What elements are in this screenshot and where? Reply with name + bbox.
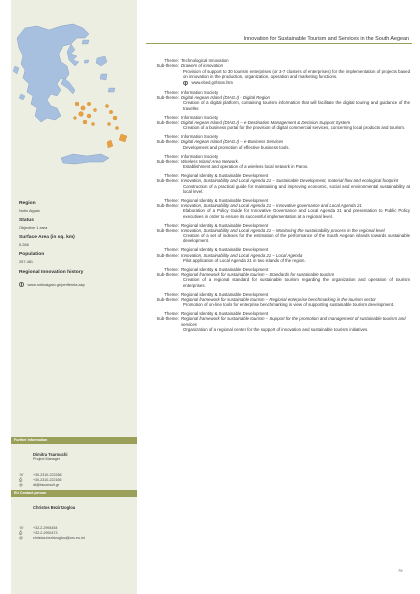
region-label: Region (19, 201, 36, 206)
theme-value: Regional Identity & Sustainable Development (181, 197, 269, 203)
description: Creation of a regional standard for sustainable tourism regarding the organization and operation of tourism enterprises. (183, 277, 410, 288)
eu-contact-band (11, 490, 137, 497)
further-info-band-label: Further information (14, 438, 48, 442)
theme-label: Theme: (164, 134, 179, 140)
status-label: Status (19, 218, 34, 223)
crete-shape (61, 154, 109, 164)
thasos-shape (82, 40, 89, 44)
theme-value: Information Society (181, 134, 219, 140)
subtheme-value: Innovation, Sustainability and Local Agenda 21 – Monitoring the sustainability process in the regional level (181, 227, 385, 233)
status-value: Objective 1 area (19, 225, 48, 230)
theme-value: Regional Identity & Sustainable Development (181, 222, 269, 228)
contact-fax[interactable]: +30-2310-222165 (33, 478, 62, 482)
theme-label: Theme: (164, 311, 179, 317)
eu-contact-email[interactable]: christos.bezirtzoglou@cec.eu.int (33, 536, 85, 540)
eu-contact-name-block (33, 505, 133, 510)
theme-value: Regional Identity & Sustainable Development (181, 266, 269, 272)
surface-block (19, 235, 133, 247)
entry-2 (140, 90, 410, 111)
subtheme-label: Sub-theme: (156, 203, 179, 209)
desc-line (140, 164, 410, 169)
theme-label: Theme: (164, 222, 179, 228)
further-info-contact (33, 452, 133, 462)
samos-shape (108, 88, 115, 92)
subtheme-label: Sub-theme: (156, 95, 179, 101)
theme-value: Regional Identity & Sustainable Development (181, 173, 269, 179)
description: Provision of support to 30 tourism enterprises (or 3-7 clusters of enterprises) for the implementation of projects based on innovation in the production, organization, operation and marketing functions. (183, 68, 410, 79)
entry-12 (140, 311, 410, 332)
theme-value: Information Society (181, 89, 219, 95)
eu-contact-details (19, 526, 133, 541)
subtheme-value: Digital Aegean Island (DIAG.I) – e-Destination Management & Decision Support System (181, 119, 351, 125)
contact-email[interactable]: dt@bsconsult.gr (33, 483, 60, 487)
eu-contact-fax[interactable]: +32-2-2992473 (33, 531, 58, 535)
region-value: Notio Aigaio (19, 208, 40, 213)
population-block (19, 252, 133, 264)
cyclades-highlight (74, 102, 97, 126)
desc-line (140, 208, 410, 219)
fax-icon: ⎙ (19, 478, 23, 482)
description: Construction of a practical guide for maintaining and improving economic, social and environmental sustainability at local level. (183, 183, 410, 194)
entry-url[interactable]: www.ebed.gr/tstos.htm (191, 80, 233, 86)
corfu-shape (13, 66, 19, 74)
theme-label: Theme: (164, 247, 179, 253)
description: Development and promotion of effective business tools. (183, 144, 290, 150)
eu-contact-phone[interactable]: +32-2-2994454 (33, 526, 58, 530)
eu-contact-name: Christos Bezirtzoglou (33, 505, 76, 510)
surface-label: Surface Area (in sq. km) (19, 235, 75, 240)
theme-label: Theme: (164, 153, 179, 159)
desc-line (140, 258, 410, 263)
entry-7 (140, 198, 410, 219)
history-url-row[interactable] (19, 282, 133, 287)
contact-role: Project Manager (33, 457, 61, 461)
entry-4 (140, 134, 410, 150)
subtheme-label: Sub-theme: (156, 158, 179, 164)
theme-value: Regional Identity & Sustainable Development (181, 311, 269, 317)
page-number: 79 (398, 568, 403, 573)
entry-8 (140, 223, 410, 244)
subtheme-label: Sub-theme: (156, 178, 179, 184)
surface-value: 5.286 (19, 242, 29, 247)
subtheme-label: Sub-theme: (156, 296, 179, 302)
chios-shape (100, 74, 107, 80)
subtheme-label: Sub-theme: (156, 139, 179, 145)
subtheme-value: Digital Aegean Island (DIAG.I) - Digital Region (181, 95, 270, 101)
desc-line (140, 233, 410, 244)
further-info-details (19, 473, 133, 488)
chalkidiki-shape (67, 44, 79, 66)
description: Organization of a regional center for the support of innovation and sustainable tourism initiatives. (183, 327, 369, 332)
theme-entries (140, 58, 410, 336)
page-header-title: Innovation for Sustainable Tourism and Services in the South Aegean (243, 36, 409, 42)
description: Pilot application of Local Agenda 21 in two islands of the region. (183, 257, 306, 263)
eu-contact-band-label: EU Contact person (14, 491, 47, 495)
email-icon: @ (19, 483, 23, 487)
entry-11 (140, 292, 410, 308)
description: Promotion of on-line tools for enterprise benchmarking in view of supporting sustainable tourism development. (183, 302, 395, 308)
subtheme-label: Sub-theme: (156, 316, 179, 322)
entry-10 (140, 267, 410, 288)
sidebar (11, 0, 137, 594)
population-label: Population (19, 252, 45, 257)
theme-value: Information Society (181, 153, 219, 159)
globe-icon (19, 282, 24, 287)
subtheme-label: Sub-theme: (156, 227, 179, 233)
desc-line (140, 100, 410, 111)
contact-email-row (19, 483, 133, 488)
dodecanese-highlight (105, 104, 127, 148)
subtheme-value: Innovation, Sustainability and Local Agenda 21 – Sustainable Development, material flow and ecological footprint (181, 178, 399, 184)
entry-3 (140, 115, 410, 131)
subtheme-label: Sub-theme: (156, 272, 179, 278)
entry-6 (140, 173, 410, 194)
header-divider (146, 43, 412, 44)
subtheme-label: Sub-theme: (156, 252, 179, 258)
phone-icon: ☏ (19, 526, 24, 530)
desc-line (140, 125, 410, 130)
theme-value: Technological Innovation (181, 58, 229, 63)
desc-line (140, 145, 410, 150)
lesvos-shape (96, 56, 107, 66)
entry-1 (140, 58, 410, 86)
mainland-shape (17, 24, 89, 122)
desc-line (140, 327, 410, 332)
email-icon: @ (19, 536, 23, 540)
subtheme-value: Regional framework for sustainable tourism – Support for the promotion and management of sustainable tourism and services (181, 316, 406, 327)
subtheme-label: Sub-theme: (156, 63, 179, 69)
desc-line (140, 184, 410, 195)
theme-value: Information Society (181, 114, 219, 120)
subtheme-value: Wireless Island Area Network. (181, 158, 239, 164)
subtheme-value: Innovation, Sustainability and Local Agenda 21 – Local Agenda (181, 252, 303, 258)
kefalonia-shape (19, 94, 25, 100)
further-info-band (11, 437, 137, 444)
population-value: 257.481 (19, 259, 34, 264)
subtheme-value: Regional framework for sustainable tourism – Regional enterprise benchmarking in the tourism sector (181, 296, 376, 302)
description: Creation of a set of indexes for the estimation of the performance of the South Aegean islands towards sustainable development. (183, 233, 410, 244)
euboea-shape (61, 78, 75, 94)
history-url[interactable]: www.notioaigaio.gr/perifereia.asp (27, 282, 85, 287)
subtheme-label: Sub-theme: (156, 119, 179, 125)
history-block (19, 270, 133, 287)
eu-contact-email-row (19, 536, 133, 541)
region-map (11, 8, 137, 186)
subtheme-line (140, 316, 410, 327)
theme-label: Theme: (164, 89, 179, 95)
entry-url-row[interactable] (140, 80, 410, 86)
desc-line (140, 277, 410, 288)
subtheme-value: Innovation, Sustainability and Local Agenda 21 – Innovative governance and Local Agenda 21 (181, 203, 362, 209)
globe-icon (183, 81, 188, 86)
desc-line (140, 69, 410, 80)
description: Creation of a digital platform, containing tourism information that will facilitate the digital touring and guidance of the traveller. (183, 100, 410, 111)
subtheme-value: Digital Aegean Island (DIAG.I) – e-Business Services (181, 139, 284, 145)
theme-label: Theme: (164, 291, 179, 297)
theme-label: Theme: (164, 173, 179, 179)
desc-line (140, 302, 410, 307)
greece-map-image (11, 8, 137, 186)
description: Creation of a business portal for the provision of digital commercial services, concerning local products and tourism. (183, 125, 406, 131)
region-block (19, 201, 133, 213)
phone-icon: ☏ (19, 473, 24, 477)
history-label: Regional Innovation history (19, 270, 84, 275)
theme-label: Theme: (164, 58, 179, 63)
theme-label: Theme: (164, 114, 179, 120)
theme-label: Theme: (164, 266, 179, 272)
fax-icon: ⎙ (19, 531, 23, 535)
subtheme-value: Regional framework for sustainable tourism – Standards for sustainable tourism (181, 272, 335, 278)
lemnos-shape (84, 60, 89, 63)
theme-label: Theme: (164, 197, 179, 203)
description: Elaboration of a Policy Guide for Innovative Governance and Local Agenda 21 and presentation to Public Policy executives in order to ensure its successful implementation at a regional level. (183, 208, 410, 219)
description: Establishment and operation of a wireless local network in Paros. (183, 164, 309, 170)
contact-phone[interactable]: +30-2310-222268 (33, 473, 62, 477)
entry-5 (140, 154, 410, 170)
theme-value: Regional Identity & Sustainable Development (181, 291, 269, 297)
subtheme-value: Drawers of innovation (181, 63, 224, 69)
entry-9 (140, 247, 410, 263)
contact-name: Dimitra Tsarouchi (33, 452, 68, 457)
status-block (19, 218, 133, 230)
theme-value: Regional Identity & Sustainable Development (181, 247, 269, 253)
